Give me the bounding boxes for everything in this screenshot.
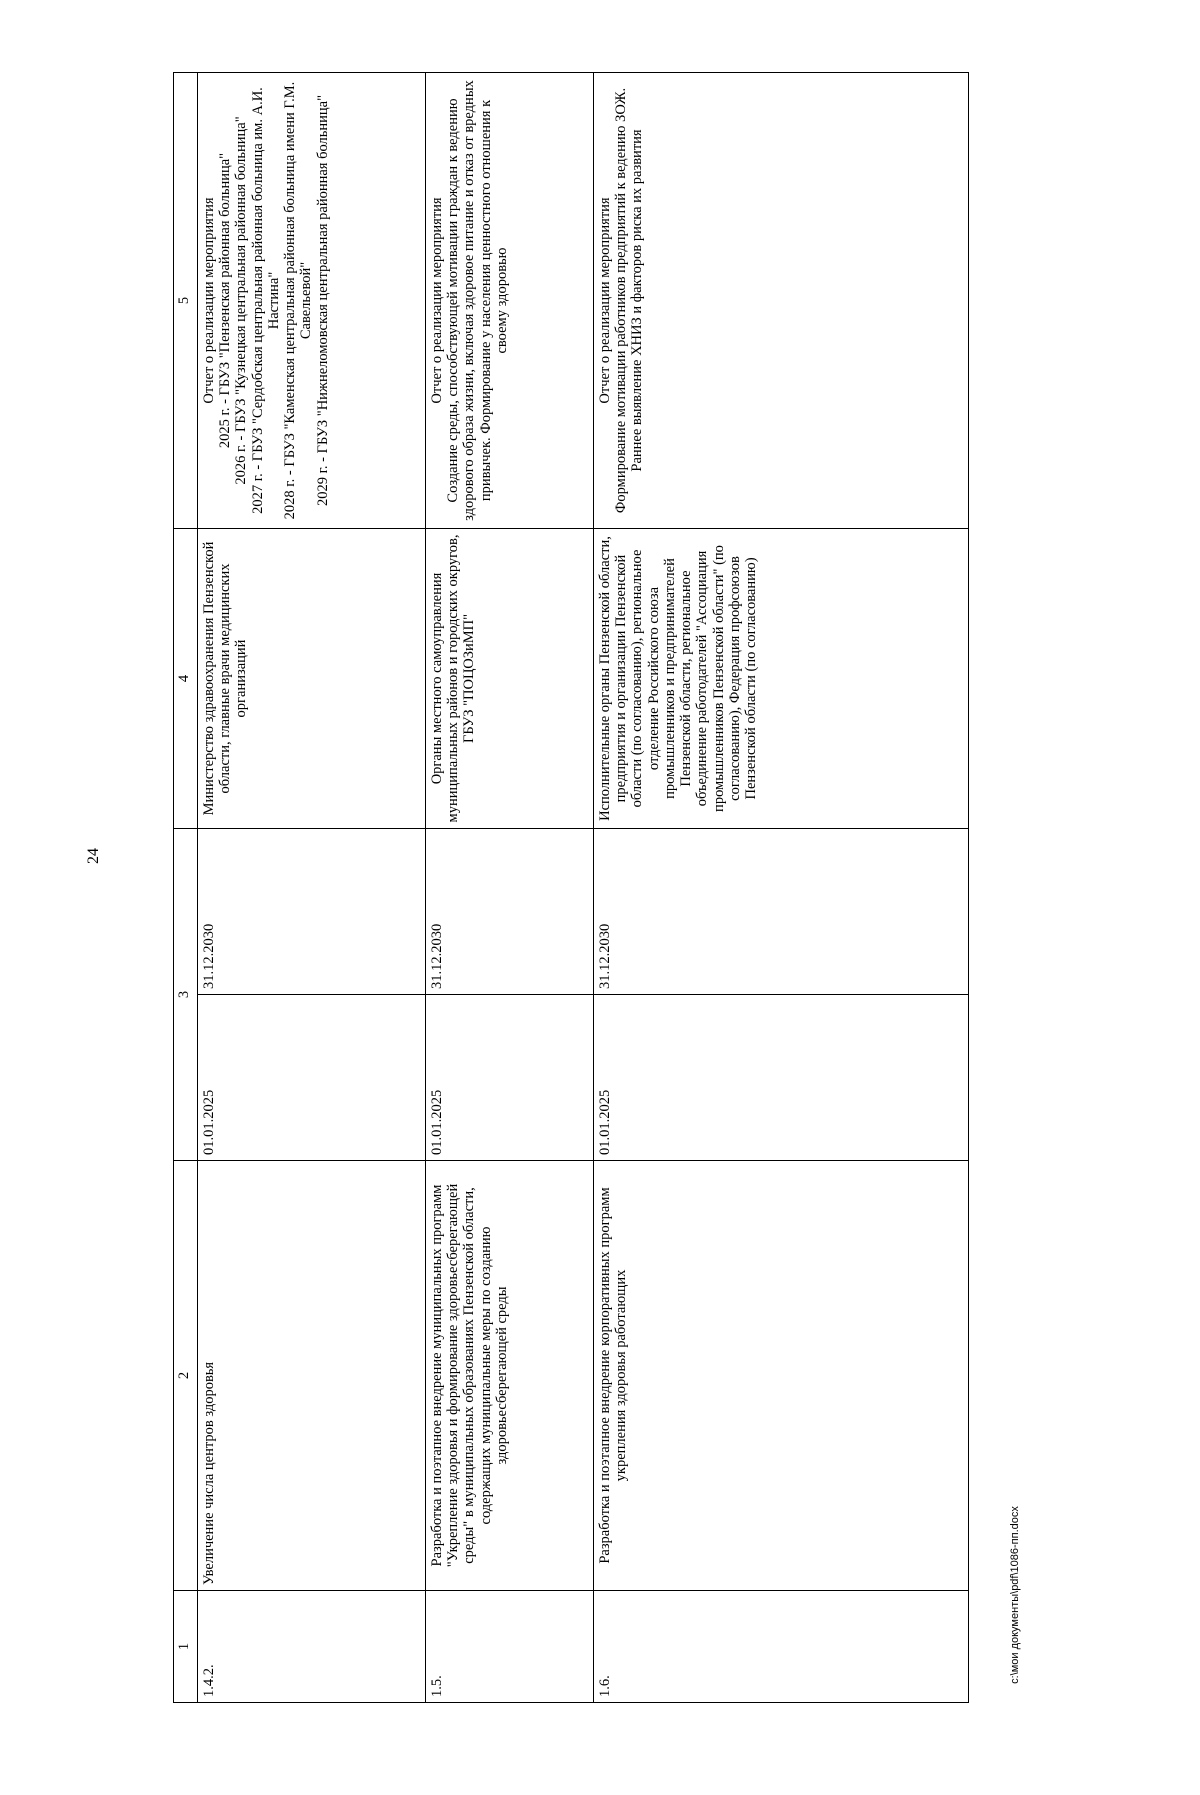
table-row [198,73,426,1703]
row-end-date: 31.12.2030 [426,829,594,995]
header-cell-3: 3 [174,829,198,1161]
rotated-table-container [173,73,963,1703]
row-start-date: 01.01.2025 [594,995,969,1161]
row-result [198,73,426,529]
result-line: 2027 г. - ГБУЗ "Сердобская центральная районная больница им. А.И. Настина" [249,87,282,514]
row-responsible: Органы местного самоуправления муниципальных районов и городских округов, ГБУЗ "ПОЦОЗиМП" [426,529,594,829]
row-name: Разработка и поэтапное внедрение муниципальных программ "Укрепление здоровья и формирование здоровьесберегающей среды" в муниципальных образованиях Пензенской области, содержащих муниципальные меры по созданию здоровьесберегающей среды [426,1161,594,1591]
header-cell-4: 4 [174,529,198,829]
header-cell-5: 5 [174,73,198,529]
result-line: 2025 г. - ГБУЗ "Пензенская районная больница" [217,152,234,449]
page-number: 24 [85,848,102,864]
result-line: Раннее выявление ХНИЗ и факторов риска их развития [629,129,646,472]
result-line: 2029 г. - ГБУЗ "Нижнеломовская центральная районная больница" [314,94,331,507]
row-start-date: 01.01.2025 [198,995,426,1161]
row-number: 1.5. [426,1591,594,1703]
result-line: Отчет о реализации мероприятия [597,197,613,404]
row-start-date: 01.01.2025 [426,995,594,1161]
row-end-date: 31.12.2030 [198,829,426,995]
header-cell-1: 1 [174,1591,198,1703]
result-line: 2028 г. - ГБУЗ "Каменская центральная районная больница имени Г.М. Савельевой" [282,81,315,520]
header-cell-2: 2 [174,1161,198,1591]
row-name: Увеличение числа центров здоровья [198,1161,426,1591]
table-row [426,73,594,1703]
result-line: Отчет о реализации мероприятия [429,197,445,404]
row-result [426,73,594,529]
row-number: 1.6. [594,1591,969,1703]
result-line: Отчет о реализации мероприятия [201,197,217,404]
table-row [594,73,969,1703]
row-name: Разработка и поэтапное внедрение корпоративных программ укрепления здоровья работающих [594,1161,969,1591]
table-header-row [174,73,198,1703]
result-line: Создание среды, способствующей мотивации граждан к ведению здорового образа жизни, включая здоровое питание и отказ от вредных привычек. Формирование у населения ценностного отношения к своему здоровью [445,80,510,521]
result-line: Формирование мотивации работников предприятий к ведению ЗОЖ. [613,87,630,514]
row-responsible: Исполнительные органы Пензенской области, предприятия и организации Пензенской области (по согласованию), региональное отделение Российского союза промышленников и предпринимателей Пензенской области, региональное объединение работодателей "Ассоциация промышленников Пензенской области" (по согласованию), Федерация профсоюзов Пензенской области (по согласованию) [594,529,969,829]
row-number: 1.4.2. [198,1591,426,1703]
row-result [594,73,969,529]
row-end-date: 31.12.2030 [594,829,969,995]
result-line: 2026 г. - ГБУЗ "Кузнецкая центральная районная больница" [233,116,250,485]
row-responsible: Министерство здравоохранения Пензенской области, главные врачи медицинских организаций [198,529,426,829]
footer-file-path: c:\мои документы\pdf\1086-пп.docx [1009,1506,1021,1684]
plan-table [173,72,969,1703]
